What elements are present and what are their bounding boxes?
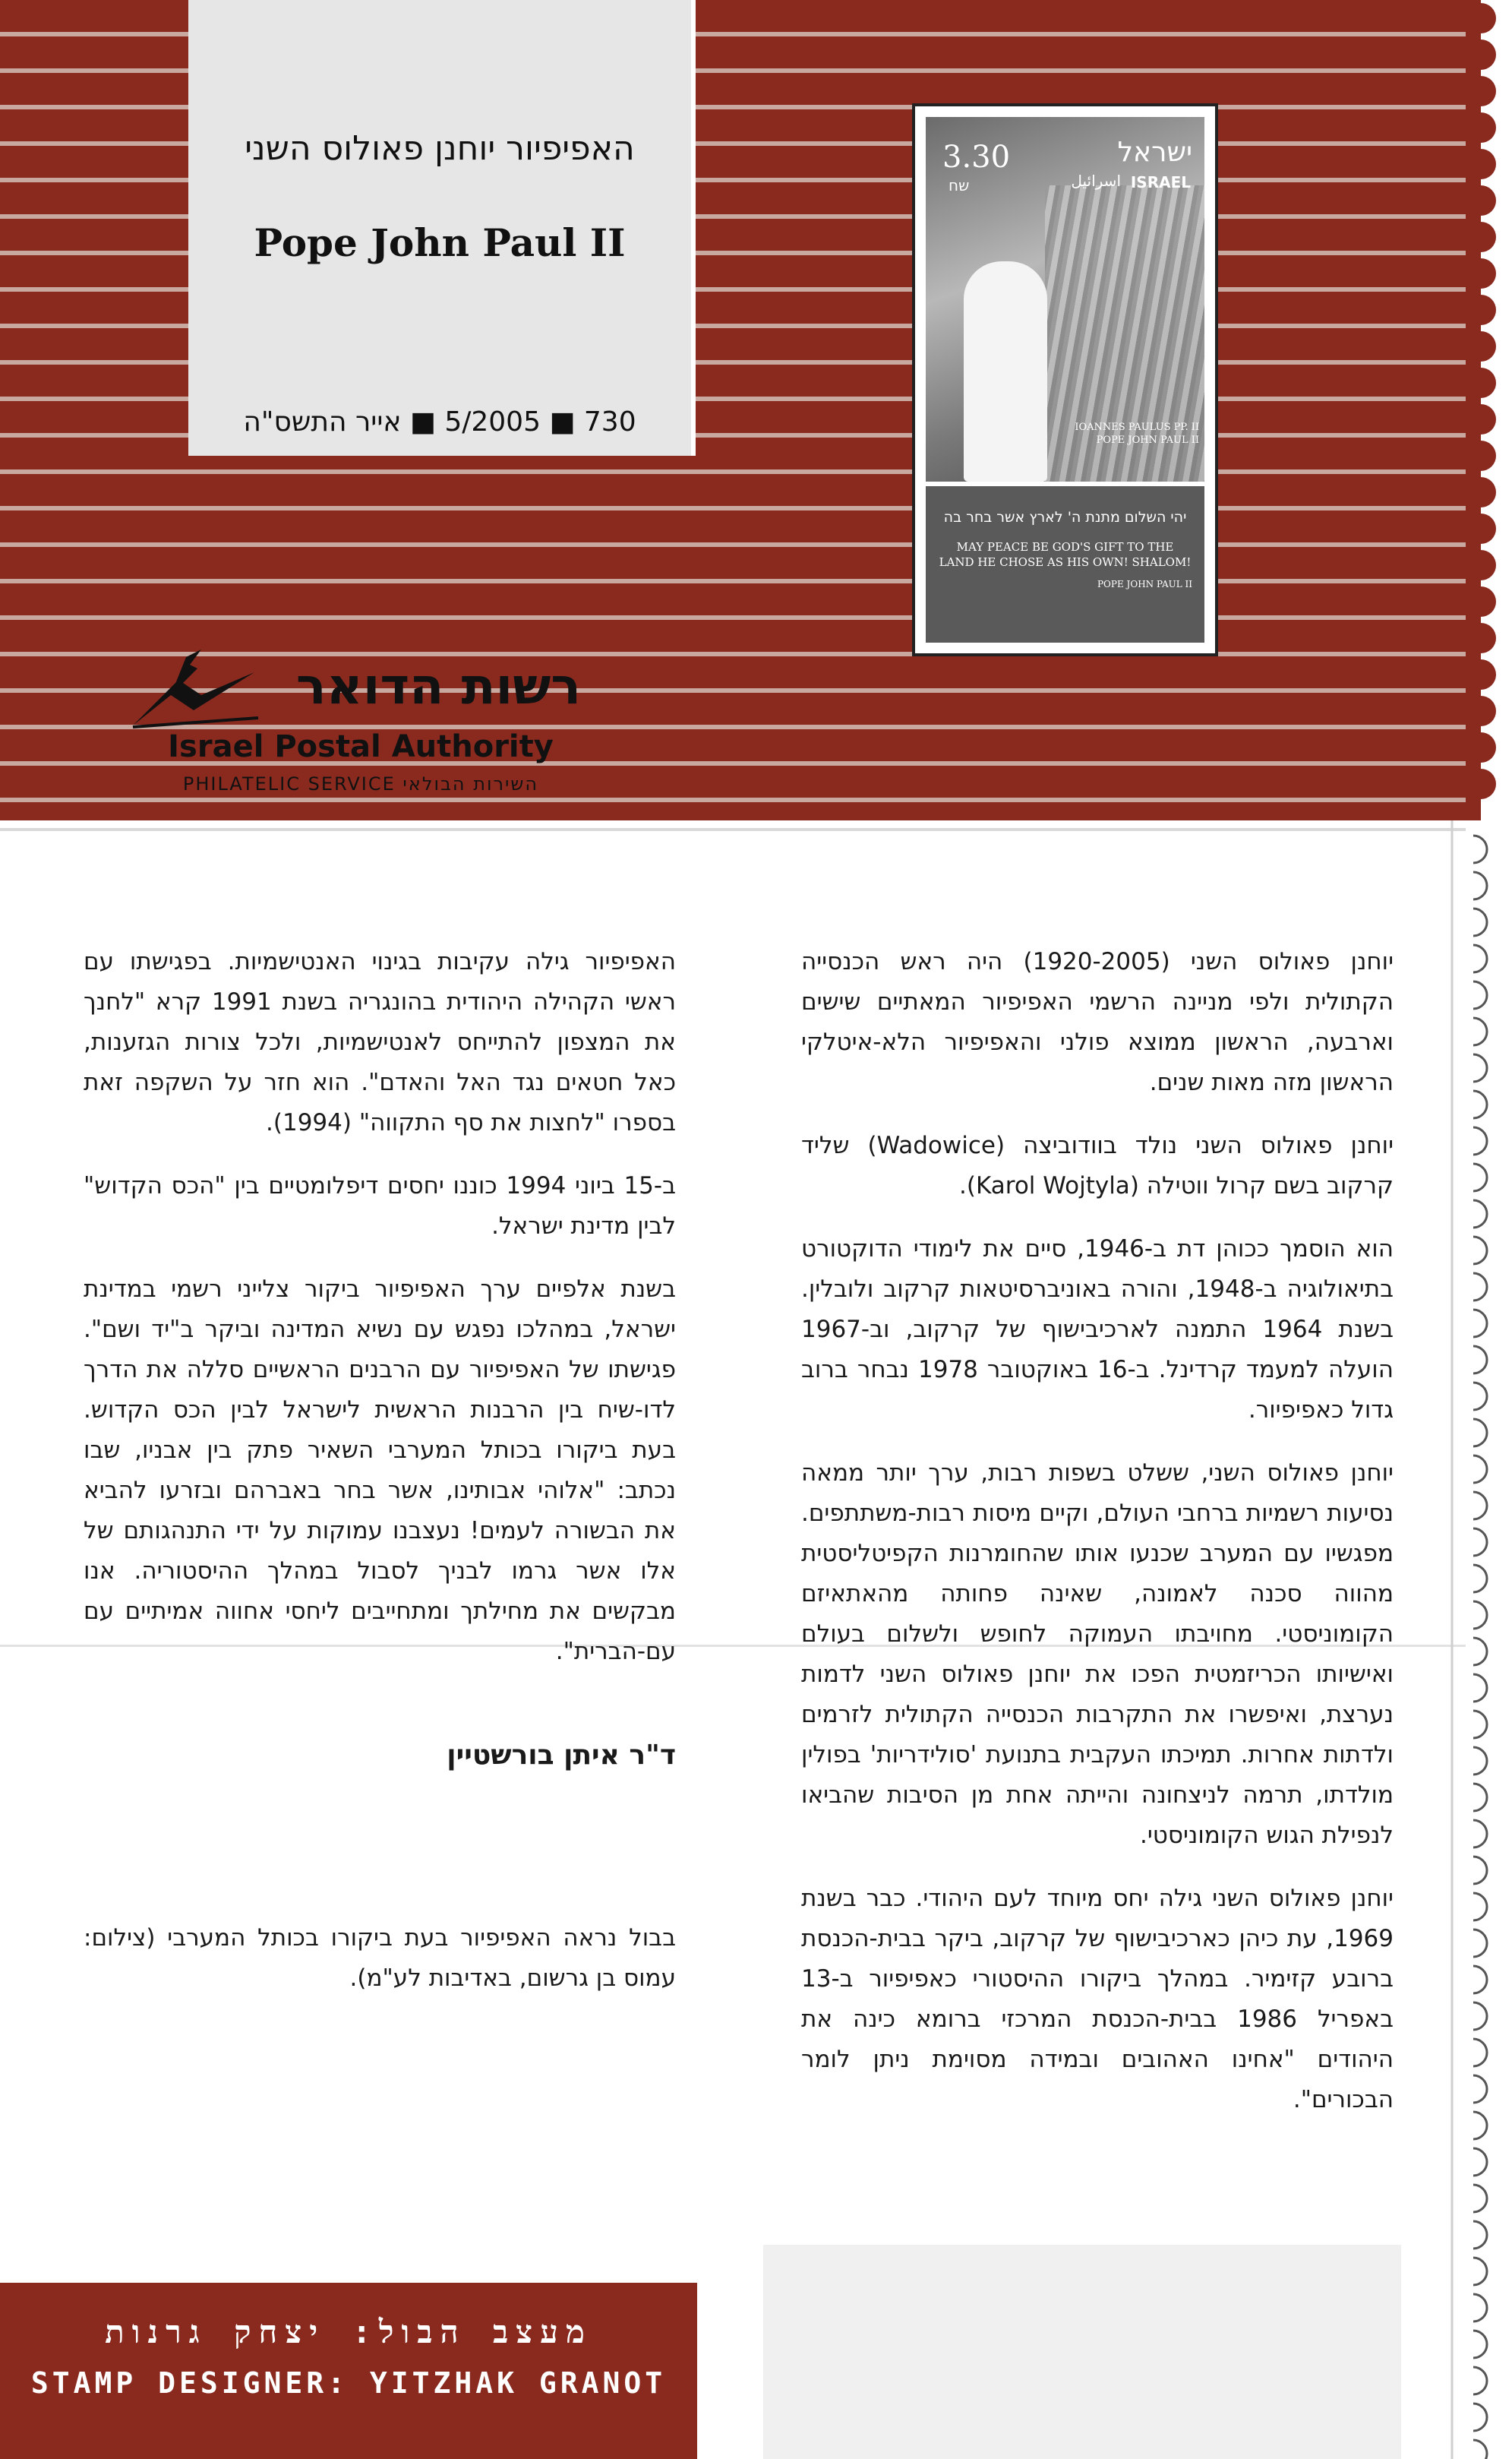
scallop [1473, 1893, 1487, 1920]
scallop [1473, 2367, 1487, 2394]
scallop [1473, 1930, 1487, 1957]
scallop [1473, 2404, 1487, 2431]
scallop [1473, 1346, 1487, 1373]
stamp-country-hebrew: ישראל [1117, 137, 1192, 168]
scallop [1466, 404, 1496, 435]
scallop [1466, 441, 1496, 471]
scallop [1466, 331, 1496, 362]
scallop [1466, 40, 1496, 70]
paragraph: בשנת אלפיים ערך האפיפיור ביקור צלייני רשמי במדינת ישראל, במהלכו נפגש עם נשיא המדינה וביקר ב"יד ושם". פגישתו של האפיפיור עם הרבנים הראשיים סללה את הדרך לדו-שיח בין הרבנות הראשית לישראל לבין הכס הקדוש. בעת ביקורו בכותל המערבי השאיר פתק בין אבניו, שבו נכתב: "אלוהי אבותינו, אשר בחר באברהם ובזרעו להביא את הבשורה לעמים! נעצבנו עמוקות על ידי התנהגותם של אלו אשר גרמו לבניך לסבול במהלך ההיסטוריה. אנו מבקשים את מחילתך ומתחייבים ליחסי אחווה אמיתיים עם עם-הברית". [84, 1275, 676, 1665]
scallop [1473, 1200, 1487, 1228]
designer-band [0, 2283, 697, 2459]
scallop [1466, 732, 1496, 763]
pope-figure-graphic [964, 261, 1047, 482]
scallop [1473, 1711, 1487, 1738]
scallop [1466, 295, 1496, 325]
scalloped-edge-right [1450, 820, 1512, 2459]
logo-subtitle: PHILATELIC SERVICE השירות הבולאי [182, 773, 539, 795]
scallop [1473, 2294, 1487, 2322]
scallop [1473, 1674, 1487, 1702]
scallop [1473, 1528, 1487, 1556]
scallop [1466, 149, 1496, 179]
scallop [1466, 623, 1496, 653]
scallop [1473, 2002, 1487, 2030]
title-card [188, 0, 696, 456]
paragraph: האפיפיור גילה עקיבות בגינוי האנטישמיות. בפגישתו עם ראשי הקהילה היהודית בהונגריה בשנת 1991 קרא "לחנך את המצפון להתייחס לאנטישמיות, ולכל צורות הגזענות, כאל חטאים נגד האל והאדם". הוא חזר על השקפה זאת בספרו "לחצות את סף התקווה" (1994). [84, 948, 677, 1136]
fold-line [0, 828, 1466, 831]
title-hebrew: האפיפיור יוחנן פאולוס השני [245, 129, 635, 168]
scallop [1473, 1091, 1487, 1118]
scallop [1473, 2112, 1487, 2139]
text-column-left [84, 942, 676, 1695]
scallop [1473, 836, 1487, 863]
stamp-tab [926, 486, 1204, 643]
scallop [1473, 1638, 1487, 1665]
stamp [915, 106, 1215, 653]
scallop [1473, 1273, 1487, 1301]
scallop [1466, 368, 1496, 398]
scallop [1473, 1310, 1487, 1337]
scallop [1473, 2185, 1487, 2212]
stamp-caption: IOANNES PAULUS PP. II POPE JOHN PAUL II [1075, 422, 1199, 446]
scallop [1473, 2258, 1487, 2285]
scallop [1473, 1383, 1487, 1410]
scallop [1466, 112, 1496, 143]
designer-hebrew: מעצב הבול: יצחק גרנות [105, 2313, 592, 2350]
scallop [1473, 2440, 1487, 2459]
stamp-caption-note: בבול נראה האפיפיור בעת ביקורו בכותל המערבי (צילום: עמוס בן גרשום, באדיבות לע"מ). [84, 1924, 676, 1992]
scallop [1473, 2075, 1487, 2103]
scallop [1473, 1237, 1487, 1264]
stamp-value: 3.30 [942, 140, 1011, 175]
paragraph: יוחנן פאולוס השני נולד בוודוביצה (Wadowice) שליד קרקוב בשם קרול ווטילה (Karol Wojtyla). [801, 1132, 1394, 1199]
scallop [1466, 696, 1496, 726]
scallop [1473, 981, 1487, 1009]
scallop [1473, 1127, 1487, 1155]
scallop [1473, 1492, 1487, 1519]
scallop [1473, 1018, 1487, 1045]
scallop [1473, 1455, 1487, 1483]
scallop [1466, 659, 1496, 690]
scallop [1473, 1820, 1487, 1847]
showthrough-box [763, 2245, 1401, 2459]
scallop [1473, 1164, 1487, 1191]
scallop [1473, 2039, 1487, 2066]
paragraph: יוחנן פאולוס השני גילה יחס מיוחד לעם היהודי. כבר בשנת 1969, עת כיהן כארכיבישוף של קרקוב, ביקר בבית-הכנסת ברובע קזימיר. במהלך ביקורו ההיסטורי כאפיפיור ב-13 באפריל 1986 בבית-הכנסת המרכזי ברומא כינה את היהודים "אחינו האהובים ובמידה מסוימת ניתן לומר הבכורים". [801, 1885, 1394, 2113]
stamp-tab-english: MAY PEACE BE GOD'S GIFT TO THE LAND HE CHOSE AS HIS OWN! SHALOM! [939, 540, 1192, 569]
scallop [1473, 909, 1487, 936]
scallop [1473, 1601, 1487, 1629]
stamp-value-unit: שח [949, 176, 970, 194]
scallop [1473, 1784, 1487, 1811]
scallop [1473, 1966, 1487, 1993]
paragraph: ב-15 ביוני 1994 כוננו יחסים דיפלומטיים בין "הכס הקדוש" לבין מדינת ישראל. [84, 1172, 677, 1240]
text-column-right [801, 942, 1394, 2143]
scallop [1473, 1565, 1487, 1592]
scallop [1466, 550, 1496, 580]
issue-line: 730 ■ 5/2005 ■ אייר התשס"ה [243, 406, 636, 438]
scallop [1466, 185, 1496, 216]
scallop [1473, 872, 1487, 899]
scallop [1466, 586, 1496, 617]
postal-authority-logo [125, 627, 581, 809]
scallop [1473, 2148, 1487, 2176]
author-signature: ד"ר איתן בורשטיין [447, 1740, 676, 1771]
scallop [1466, 3, 1496, 33]
scallop [1473, 1419, 1487, 1446]
scallop [1466, 222, 1496, 252]
logo-english: Israel Postal Authority [168, 729, 554, 764]
stamp-country-english: ISRAEL [1130, 173, 1191, 191]
stamp-tab-signature: POPE JOHN PAUL II [1097, 579, 1192, 589]
stamp-photo [926, 117, 1204, 482]
paragraph: הוא הוסמך ככוהן דת ב-1946, סיים את לימודי הדוקטורט בתיאולוגיה ב-1948, והורה באוניברסיטאות קרקוב ולובלין. בשנת 1964 התמנה לארכיבישוף של קרקוב, וב-1967 הועלה למעמד קרדינל. ב-16 באוקטובר 1978 נבחר ברוב גדול כאפיפיור. [801, 1235, 1394, 1424]
scallop [1473, 2221, 1487, 2249]
stamp-country-arabic: اسرائيل [1071, 172, 1121, 190]
scallop [1466, 514, 1496, 544]
paragraph: יוחנן פאולוס השני, ששלט בשפות רבות, ערך יותר ממאה נסיעות רשמיות ברחבי העולם, וקיים מיסות רבות-משתתפים. מפגשיו עם המערב שכנעו אותו שהחומרנות הקפיטליסטית מהווה סכנה לאמונה, שאינה פחותה מהאתאיזם הקומוניסטי. מחויבתו העמוקה לחופש ולשלום בעולם ואישיותו הכריזמטית הפכו את יוחנן פאולוס השני לדמות נערצת, ואיפשרו את התקרבות הכנסייה הקתולית לזרמים ולדתות אחרות. תמיכתו העקבית בתנועת 'סולידריות' בפולין מולדתו, תרמה לניצחונה והייתה אחת מן הסיבות שהביאו לנפילת הגוש הקומוניסטי. [801, 1459, 1394, 1849]
scallop [1466, 477, 1496, 507]
scallop [1466, 769, 1496, 799]
scallop [1473, 1747, 1487, 1775]
logo-hebrew: רשות הדואר [295, 657, 581, 716]
paragraph: יוחנן פאולוס השני (1920-2005) היה ראש הכנסייה הקתולית ולפי מניינה הרשמי האפיפיור המאתיים שישים וארבעה, הראשון ממוצא פולני והאפיפיור הלא-איטלקי הראשון מזה מאות שנים. [801, 948, 1394, 1096]
scallop [1473, 2331, 1487, 2358]
scallop [1466, 258, 1496, 289]
stamp-tab-hebrew: יהי השלום מתנת ה' לארץ אשר בחר בה [943, 509, 1187, 526]
scallop [1466, 76, 1496, 106]
scalloped-edge-top [1466, 0, 1512, 820]
scallop [1473, 945, 1487, 972]
scallop [1473, 1054, 1487, 1082]
title-english: Pope John Paul II [254, 220, 626, 265]
scallop [1473, 1857, 1487, 1884]
designer-english: STAMP DESIGNER: YITZHAK GRANOT [30, 2366, 667, 2400]
